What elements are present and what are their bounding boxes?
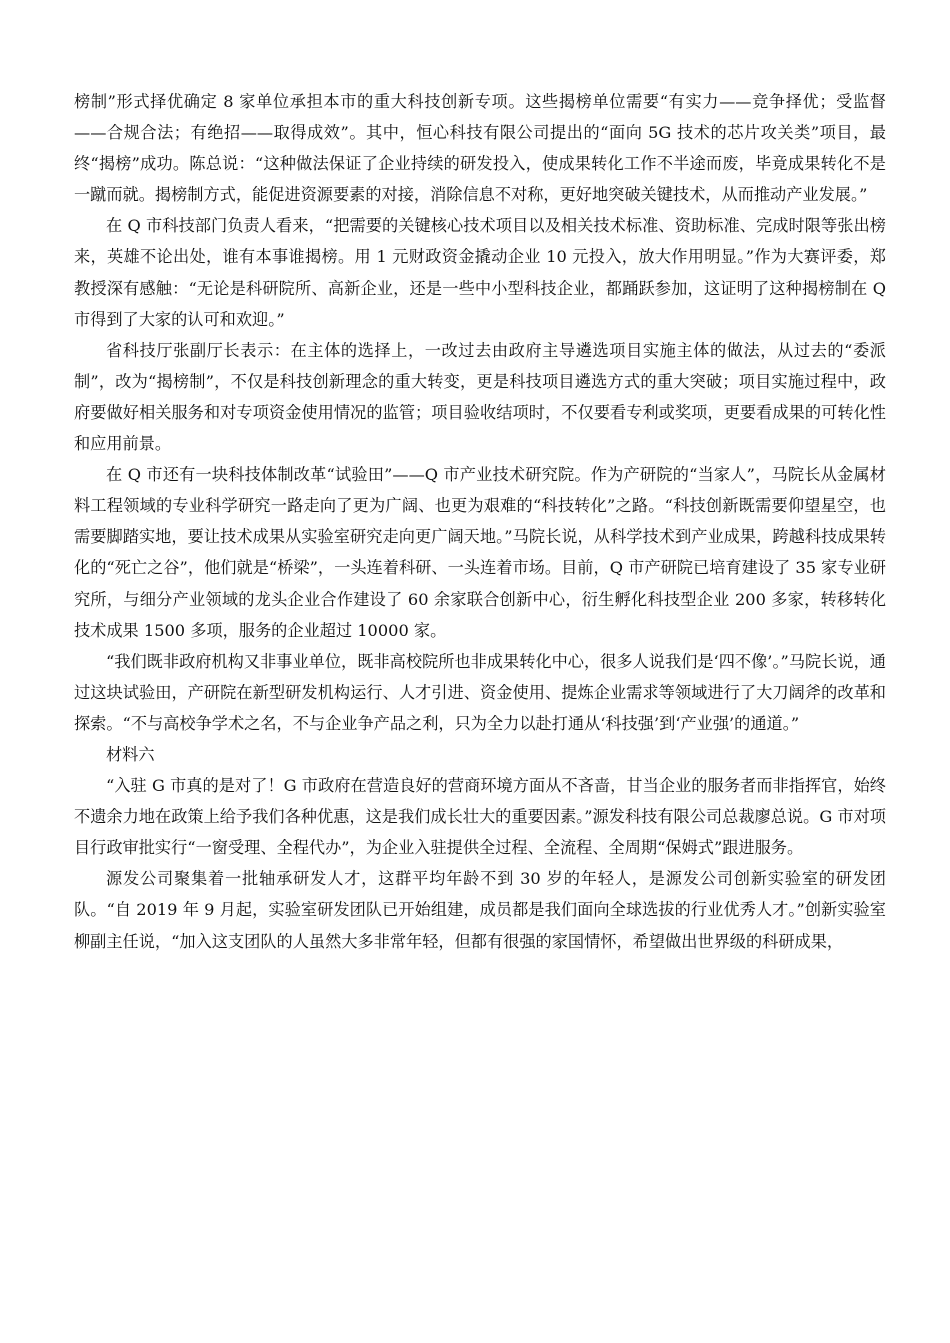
- paragraph-research-team: 源发公司聚集着一批轴承研发人才，这群平均年龄不到 30 岁的年轻人，是源发公司创新实验室的研发团队。“自 2019 年 9 月起，实验室研发团队已开始组建，成员都是我们面向全球选拔的行业优秀人才。”创新实验室柳副主任说，“加入这支团队的人虽然大多非常年轻，但都有很强的家国情怀，希望做出世界级的科研成果，: [74, 869, 886, 951]
- paragraph-continuation: 榜制”形式择优确定 8 家单位承担本市的重大科技创新专项。这些揭榜单位需要“有实力——竞争择优；受监督——合规合法；有绝招——取得成效”。其中，恒心科技有限公司提出的“面向 5G 技术的芯片攻关类”项目，最终“揭榜”成功。陈总说：“这种做法保证了企业持续的研发投入，使成果转化工作不半途而废，毕竟成果转化不是一蹴而就。揭榜制方式，能促进资源要素的对接，消除信息不对称，更好地突破关键技术，从而推动产业发展。”: [74, 92, 886, 205]
- paragraph-industry-research-institute: 在 Q 市还有一块科技体制改革“试验田”——Q 市产业技术研究院。作为产研院的“当家人”，马院长从金属材料工程领域的专业科学研究一路走向了更为广阔、也更为艰难的“科技转化”之路。“科技创新既需要仰望星空，也需要脚踏实地，要让技术成果从实验室研究走向更广阔天地。”马院长说，从科学技术到产业成果，跨越科技成果转化的“死亡之谷”，他们就是“桥梁”，一头连着科研、一头连着市场。目前，Q 市产研院已培育建设了 35 家专业研究所，与细分产业领域的龙头企业合作建设了 60 余家联合创新中心，衍生孵化科技型企业 200 多家，转移转化技术成果 1500 多项，服务的企业超过 10000 家。: [74, 465, 886, 640]
- section-heading-material-six: 材料六: [106, 744, 155, 764]
- paragraph-dean-quote: “我们既非政府机构又非事业单位，既非高校院所也非成果转化中心，很多人说我们是‘四不像’。”马院长说，通过这块试验田，产研院在新型研发机构运行、人才引进、资金使用、提炼企业需求等领域进行了大刀阔斧的改革和探索。“不与高校争学术之名，不与企业争产品之利，只为全力以赴打通从‘科技强’到‘产业强’的通道。”: [74, 651, 886, 733]
- paragraph-g-city-business-environment: “入驻 G 市真的是对了！G 市政府在营造良好的营商环境方面从不吝啬，甘当企业的服务者而非指挥官，始终不遗余力地在政策上给予我们各种优惠，这是我们成长壮大的重要因素。”源发科技有限公司总裁廖总说。G 市对项目行政审批实行“一窗受理、全程代办”，为企业入驻提供全过程、全流程、全周期“保姆式”跟进服务。: [74, 776, 886, 858]
- paragraph-provincial-official: 省科技厅张副厅长表示：在主体的选择上，一改过去由政府主导遴选项目实施主体的做法，从过去的“委派制”，改为“揭榜制”，不仅是科技创新理念的重大转变，更是科技项目遴选方式的重大突破；项目实施过程中，政府要做好相关服务和对专项资金使用情况的监管；项目验收结项时，不仅要看专利或奖项，更要看成果的可转化性和应用前景。: [74, 340, 886, 454]
- document-page: [74, 86, 886, 957]
- paragraph-q-city-tech-dept: 在 Q 市科技部门负责人看来，“把需要的关键核心技术项目以及相关技术标准、资助标准、完成时限等张出榜来，英雄不论出处，谁有本事谁揭榜。用 1 元财政资金撬动企业 10 元投入，放大作用明显。”作为大赛评委，郑教授深有感触：“无论是科研院所、高新企业，还是一些中小型科技企业，都踊跃参加，这证明了这种揭榜制在 Q 市得到了大家的认可和欢迎。”: [74, 216, 886, 329]
